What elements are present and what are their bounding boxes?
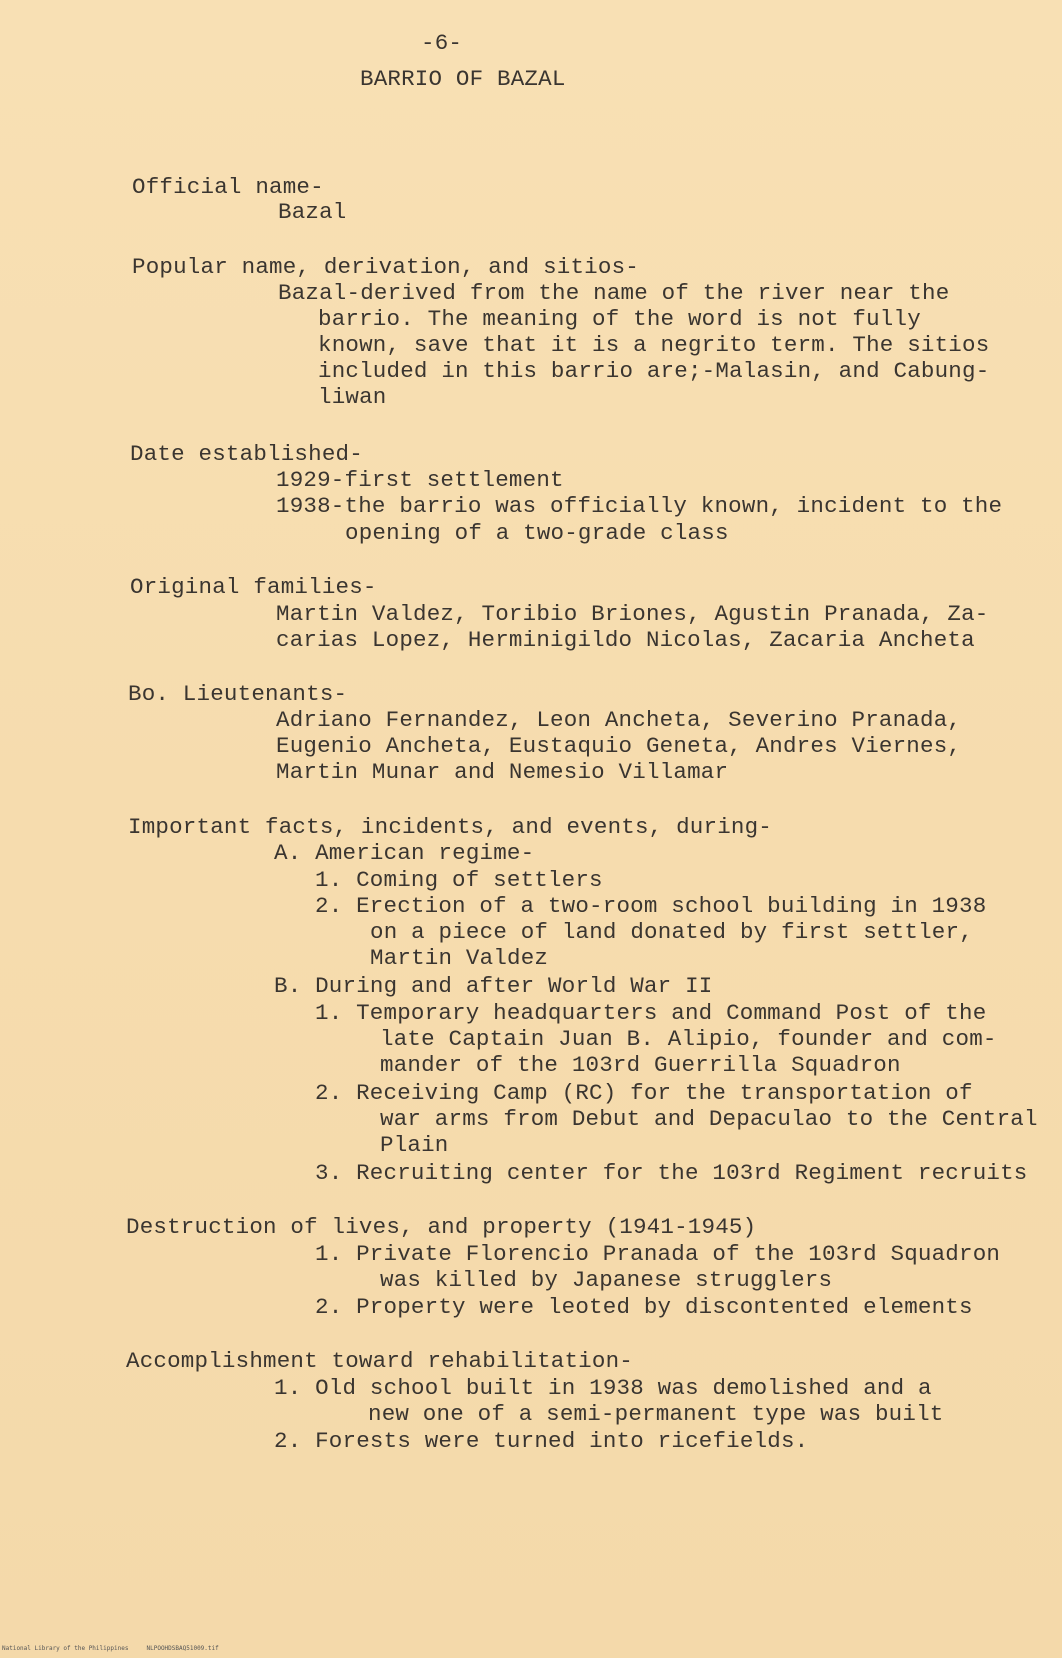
destruction-item: was killed by Japanese strugglers bbox=[380, 1267, 833, 1293]
destruction-item: 2. Property were leoted by discontented elements bbox=[315, 1294, 973, 1320]
lieutenants-heading: Bo. Lieutenants- bbox=[128, 681, 348, 707]
lieutenants-line: Martin Munar and Nemesio Villamar bbox=[276, 759, 729, 785]
official-name-value: Bazal bbox=[278, 199, 347, 225]
world-war-item: war arms from Debut and Depaculao to the Central bbox=[380, 1106, 1038, 1132]
world-war-item: 3. Recruiting center for the 103rd Regiment recruits bbox=[315, 1160, 1028, 1186]
official-name-heading: Official name- bbox=[132, 174, 324, 200]
original-families-line: carias Lopez, Herminigildo Nicolas, Zacaria Ancheta bbox=[276, 627, 975, 653]
original-families-heading: Original families- bbox=[130, 574, 377, 600]
destruction-item: 1. Private Florencio Pranada of the 103rd Squadron bbox=[315, 1241, 1001, 1267]
rehabilitation-heading: Accomplishment toward rehabilitation- bbox=[126, 1348, 633, 1374]
popular-name-line: known, save that it is a negrito term. The sitios bbox=[318, 332, 990, 358]
world-war-heading: B. During and after World War II bbox=[274, 973, 713, 999]
original-families-line: Martin Valdez, Toribio Briones, Agustin Pranada, Za- bbox=[276, 601, 989, 627]
date-established-line: 1929-first settlement bbox=[276, 467, 564, 493]
world-war-item: mander of the 103rd Guerrilla Squadron bbox=[380, 1052, 901, 1078]
american-regime-item: 2. Erection of a two-room school building in 1938 bbox=[315, 893, 987, 919]
date-established-heading: Date established- bbox=[130, 441, 363, 467]
rehabilitation-item: 1. Old school built in 1938 was demolished and a bbox=[274, 1375, 932, 1401]
rehabilitation-item: 2. Forests were turned into ricefields. bbox=[274, 1428, 809, 1454]
american-regime-item: on a piece of land donated by first settler, bbox=[370, 919, 973, 945]
page-number: -6- bbox=[421, 30, 463, 56]
world-war-item: Plain bbox=[380, 1132, 449, 1158]
american-regime-item: Martin Valdez bbox=[370, 945, 549, 971]
page-title: BARRIO OF BAZAL bbox=[360, 66, 566, 92]
rehabilitation-item: new one of a semi-permanent type was built bbox=[368, 1401, 944, 1427]
lieutenants-line: Adriano Fernandez, Leon Ancheta, Severino Pranada, bbox=[276, 707, 962, 733]
footer-caption: National Library of the Philippines NLPOOHDSBAQ51009.tif bbox=[2, 1645, 219, 1652]
destruction-heading: Destruction of lives, and property (1941-1945) bbox=[126, 1214, 757, 1240]
american-regime-item: 1. Coming of settlers bbox=[315, 867, 603, 893]
date-established-line: 1938-the barrio was officially known, incident to the bbox=[276, 493, 1003, 519]
popular-name-heading: Popular name, derivation, and sitios- bbox=[132, 254, 639, 280]
lieutenants-line: Eugenio Ancheta, Eustaquio Geneta, Andres Viernes, bbox=[276, 733, 962, 759]
popular-name-line: barrio. The meaning of the word is not fully bbox=[318, 306, 921, 332]
world-war-item: 2. Receiving Camp (RC) for the transportation of bbox=[315, 1080, 973, 1106]
popular-name-line: Bazal-derived from the name of the river near the bbox=[278, 280, 950, 306]
american-regime-heading: A. American regime- bbox=[274, 840, 535, 866]
popular-name-line: liwan bbox=[318, 384, 387, 410]
world-war-item: 1. Temporary headquarters and Command Post of the bbox=[315, 1000, 987, 1026]
world-war-item: late Captain Juan B. Alipio, founder and com- bbox=[380, 1026, 997, 1052]
important-facts-heading: Important facts, incidents, and events, during- bbox=[128, 814, 773, 840]
date-established-line: opening of a two-grade class bbox=[345, 520, 729, 546]
popular-name-line: included in this barrio are;-Malasin, and Cabung- bbox=[318, 358, 990, 384]
